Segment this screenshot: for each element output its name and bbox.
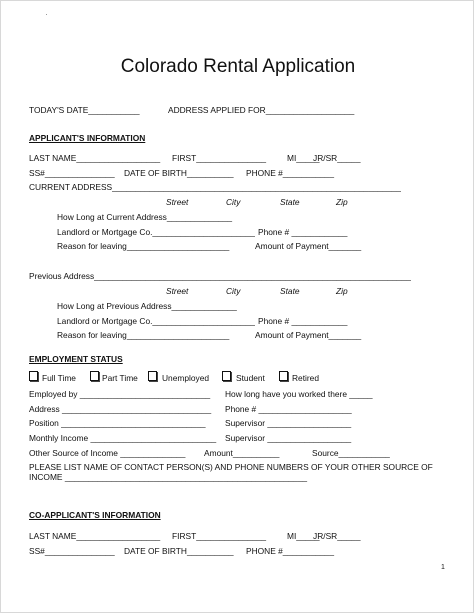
city-label: City: [226, 197, 241, 207]
co-jr-sr-field[interactable]: JR/SR_____: [313, 531, 361, 541]
amount-payment-field[interactable]: Amount of Payment_______: [255, 241, 362, 251]
zip-label-prev: Zip: [336, 286, 348, 296]
co-first-name-field[interactable]: FIRST_______________: [172, 531, 267, 541]
state-label: State: [280, 197, 300, 207]
current-address-field[interactable]: CURRENT ADDRESS______________________________________________________________: [29, 182, 401, 192]
applicant-heading: APPLICANT'S INFORMATION: [29, 133, 146, 143]
other-income-source-field[interactable]: Source___________: [312, 448, 390, 458]
full-time-checkbox[interactable]: [29, 371, 38, 381]
city-label-prev: City: [226, 286, 241, 296]
last-name-field[interactable]: LAST NAME__________________: [29, 153, 161, 163]
reason-leaving-field[interactable]: Reason for leaving______________________: [57, 241, 230, 251]
employer-phone-field[interactable]: Phone # ____________________: [225, 404, 352, 414]
landlord-field[interactable]: Landlord or Mortgage Co.______________________: [57, 227, 255, 237]
contact-instructions: PLEASE LIST NAME OF CONTACT PERSON(S) AND PHONE NUMBERS OF YOUR OTHER SOURCE OF: [29, 462, 433, 472]
address-applied-field[interactable]: ADDRESS APPLIED FOR___________________: [168, 105, 355, 115]
previous-address-field[interactable]: Previous Address____________________________________________________________________: [29, 271, 411, 281]
retired-label: Retired: [292, 373, 319, 383]
income-contact-field[interactable]: INCOME ____________________________________________________: [29, 472, 308, 482]
retired-checkbox[interactable]: [279, 371, 288, 381]
employer-address-field[interactable]: Address ________________________________: [29, 404, 212, 414]
page-title: Colorado Rental Application: [120, 56, 356, 77]
street-label-prev: Street: [166, 286, 189, 296]
student-checkbox[interactable]: [222, 371, 231, 381]
street-label: Street: [166, 197, 189, 207]
student-label: Student: [236, 373, 265, 383]
ssn-field[interactable]: SS#_______________: [29, 168, 115, 178]
mi-field[interactable]: MI_____: [287, 153, 320, 163]
co-mi-field[interactable]: MI_____: [287, 531, 320, 541]
how-long-worked-field[interactable]: How long have you worked there _____: [225, 389, 373, 399]
employed-by-field[interactable]: Employed by ____________________________: [29, 389, 211, 399]
reason-leaving-field-prev[interactable]: Reason for leaving______________________: [57, 330, 230, 340]
unemployed-label: Unemployed: [162, 373, 210, 383]
how-long-current-field[interactable]: How Long at Current Address______________: [57, 212, 233, 222]
scan-mark: [46, 14, 47, 15]
zip-label: Zip: [336, 197, 348, 207]
todays-date-field[interactable]: TODAY'S DATE___________: [29, 105, 140, 115]
full-time-label: Full Time: [42, 373, 76, 383]
landlord-phone-field[interactable]: Phone # ____________: [258, 227, 348, 237]
unemployed-checkbox[interactable]: [148, 371, 157, 381]
co-phone-field[interactable]: PHONE #___________: [246, 546, 335, 556]
part-time-checkbox[interactable]: [90, 371, 99, 381]
amount-payment-field-prev[interactable]: Amount of Payment_______: [255, 330, 362, 340]
other-income-amount-field[interactable]: Amount__________: [204, 448, 280, 458]
jr-sr-field[interactable]: JR/SR_____: [313, 153, 361, 163]
employment-heading: EMPLOYMENT STATUS: [29, 354, 123, 364]
state-label-prev: State: [280, 286, 300, 296]
landlord-field-prev[interactable]: Landlord or Mortgage Co.______________________: [57, 316, 255, 326]
monthly-income-field[interactable]: Monthly Income ___________________________: [29, 433, 217, 443]
phone-field[interactable]: PHONE #___________: [246, 168, 335, 178]
co-ssn-field[interactable]: SS#_______________: [29, 546, 115, 556]
how-long-previous-field[interactable]: How Long at Previous Address______________: [57, 301, 237, 311]
supervisor-field[interactable]: Supervisor __________________: [225, 418, 352, 428]
supervisor-field-2[interactable]: Supervisor __________________: [225, 433, 352, 443]
part-time-label: Part Time: [102, 373, 138, 383]
landlord-phone-field-prev[interactable]: Phone # ____________: [258, 316, 348, 326]
dob-field[interactable]: DATE OF BIRTH__________: [124, 168, 234, 178]
position-field[interactable]: Position _______________________________: [29, 418, 206, 428]
co-last-name-field[interactable]: LAST NAME__________________: [29, 531, 161, 541]
coapplicant-heading: CO-APPLICANT'S INFORMATION: [29, 510, 161, 520]
first-name-field[interactable]: FIRST_______________: [172, 153, 267, 163]
other-income-field[interactable]: Other Source of Income ______________: [29, 448, 186, 458]
page-number: 1: [441, 564, 445, 571]
co-dob-field[interactable]: DATE OF BIRTH__________: [124, 546, 234, 556]
